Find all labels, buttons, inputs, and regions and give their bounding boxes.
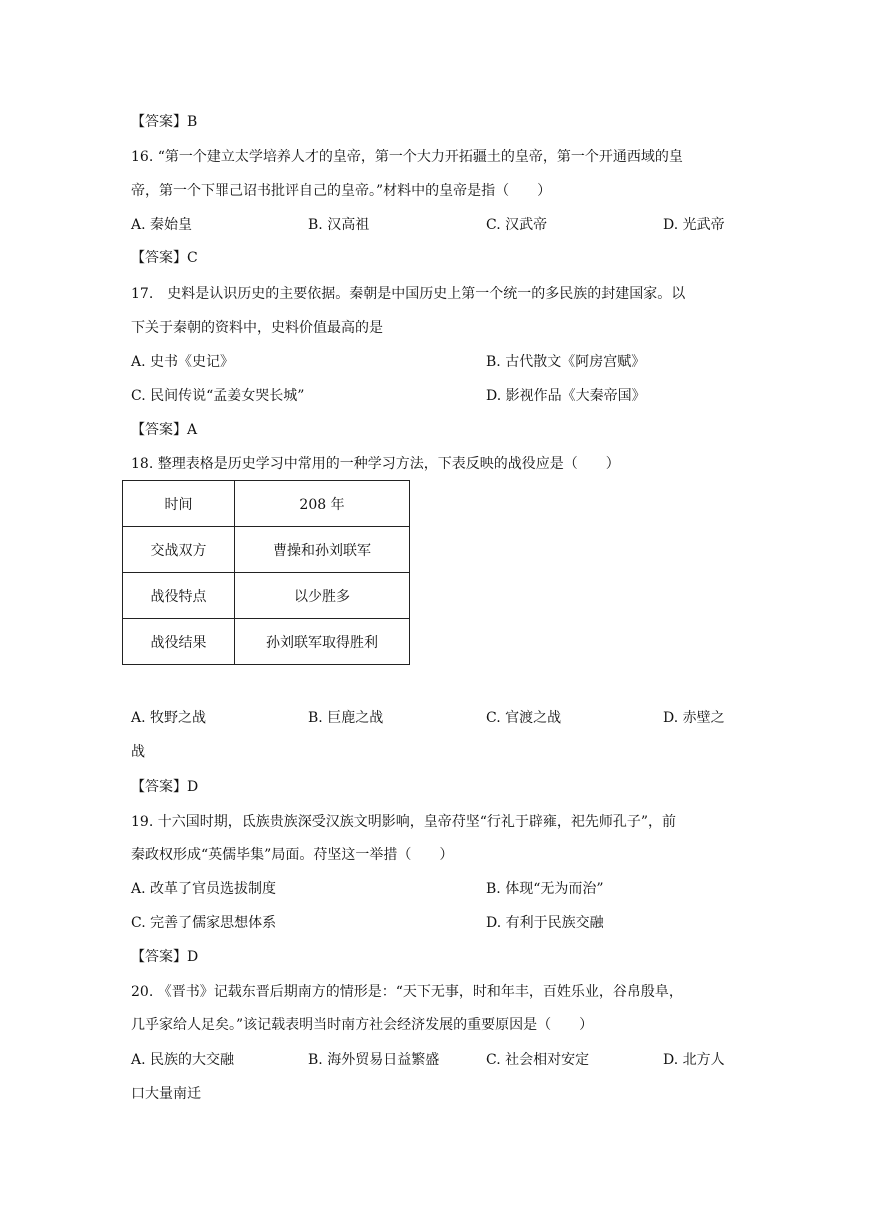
- table-cell-label: 战役特点: [123, 573, 235, 619]
- question-17-option-d: D. 影视作品《大秦帝国》: [486, 388, 646, 404]
- question-20-text-line-2: 几乎家给人足矣。”该记载表明当时南方社会经济发展的重要原因是（ ）: [131, 1017, 594, 1033]
- question-19-text-line-2: 秦政权形成“英儒毕集”局面。苻坚这一举措（ ）: [131, 847, 454, 863]
- answer-19: 【答案】D: [131, 949, 199, 965]
- question-19-option-c: C. 完善了儒家思想体系: [131, 915, 277, 931]
- table-cell-label: 战役结果: [123, 619, 235, 665]
- question-16-option-a: A. 秦始皇: [131, 217, 193, 233]
- question-20-option-c: C. 社会相对安定: [486, 1052, 590, 1068]
- question-20-option-d: D. 北方人: [663, 1052, 725, 1068]
- question-18-option-a: A. 牧野之战: [131, 710, 207, 726]
- question-16-text-line-2: 帝，第一个下罪己诏书批评自己的皇帝。”材料中的皇帝是指（ ）: [131, 183, 552, 199]
- table-row: [123, 481, 410, 527]
- question-18-option-b: B. 巨鹿之战: [308, 710, 384, 726]
- question-16-option-c: C. 汉武帝: [486, 217, 548, 233]
- question-16-text-line-1: 16. “第一个建立太学培养人才的皇帝，第一个大力开拓疆土的皇帝，第一个开通西域的皇: [131, 149, 683, 165]
- question-18-text-line-1: 18. 整理表格是历史学习中常用的一种学习方法，下表反映的战役应是（ ）: [131, 456, 620, 472]
- table-cell-value: 孙刘联军取得胜利: [235, 619, 410, 665]
- table-cell-label: 交战双方: [123, 527, 235, 573]
- question-20-option-d-wrap: 口大量南迁: [131, 1086, 201, 1102]
- question-19-option-d: D. 有利于民族交融: [486, 915, 604, 931]
- question-19-text-line-1: 19. 十六国时期，氐族贵族深受汉族文明影响，皇帝苻坚“行礼于辟雍，祀先师孔子”，前: [131, 814, 677, 830]
- battle-info-table: [122, 480, 410, 665]
- question-20-option-a: A. 民族的大交融: [131, 1052, 235, 1068]
- table-cell-value: 以少胜多: [235, 573, 410, 619]
- question-16-option-d: D. 光武帝: [663, 217, 725, 233]
- question-16-option-b: B. 汉高祖: [308, 217, 370, 233]
- answer-17: 【答案】A: [131, 422, 198, 438]
- table-row: [123, 527, 410, 573]
- answer-16: 【答案】C: [131, 250, 198, 266]
- question-18-option-d-wrap: 战: [131, 744, 145, 760]
- table-cell-value: 208 年: [235, 481, 410, 527]
- question-19-option-b: B. 体现“无为而治”: [486, 881, 604, 897]
- table-cell-value: 曹操和孙刘联军: [235, 527, 410, 573]
- question-17-option-c: C. 民间传说“孟姜女哭长城”: [131, 388, 305, 404]
- question-17-option-a: A. 史书《史记》: [131, 354, 235, 370]
- question-20-option-b: B. 海外贸易日益繁盛: [308, 1052, 440, 1068]
- answer-18: 【答案】D: [131, 779, 199, 795]
- answer-15: 【答案】B: [131, 114, 198, 130]
- table-row: [123, 619, 410, 665]
- question-19-option-a: A. 改革了官员选拔制度: [131, 881, 277, 897]
- question-17-text-line-1: 17. 史料是认识历史的主要依据。秦朝是中国历史上第一个统一的多民族的封建国家。以: [131, 286, 686, 302]
- question-18-option-c: C. 官渡之战: [486, 710, 562, 726]
- question-17-option-b: B. 古代散文《阿房宫赋》: [486, 354, 646, 370]
- table-row: [123, 573, 410, 619]
- question-18-option-d: D. 赤壁之: [663, 710, 725, 726]
- question-20-text-line-1: 20. 《晋书》记载东晋后期南方的情形是：“天下无事，时和年丰，百姓乐业，谷帛殷阜，: [131, 984, 683, 1000]
- question-17-text-line-2: 下关于秦朝的资料中，史料价值最高的是: [131, 320, 383, 336]
- table-cell-label: 时间: [123, 481, 235, 527]
